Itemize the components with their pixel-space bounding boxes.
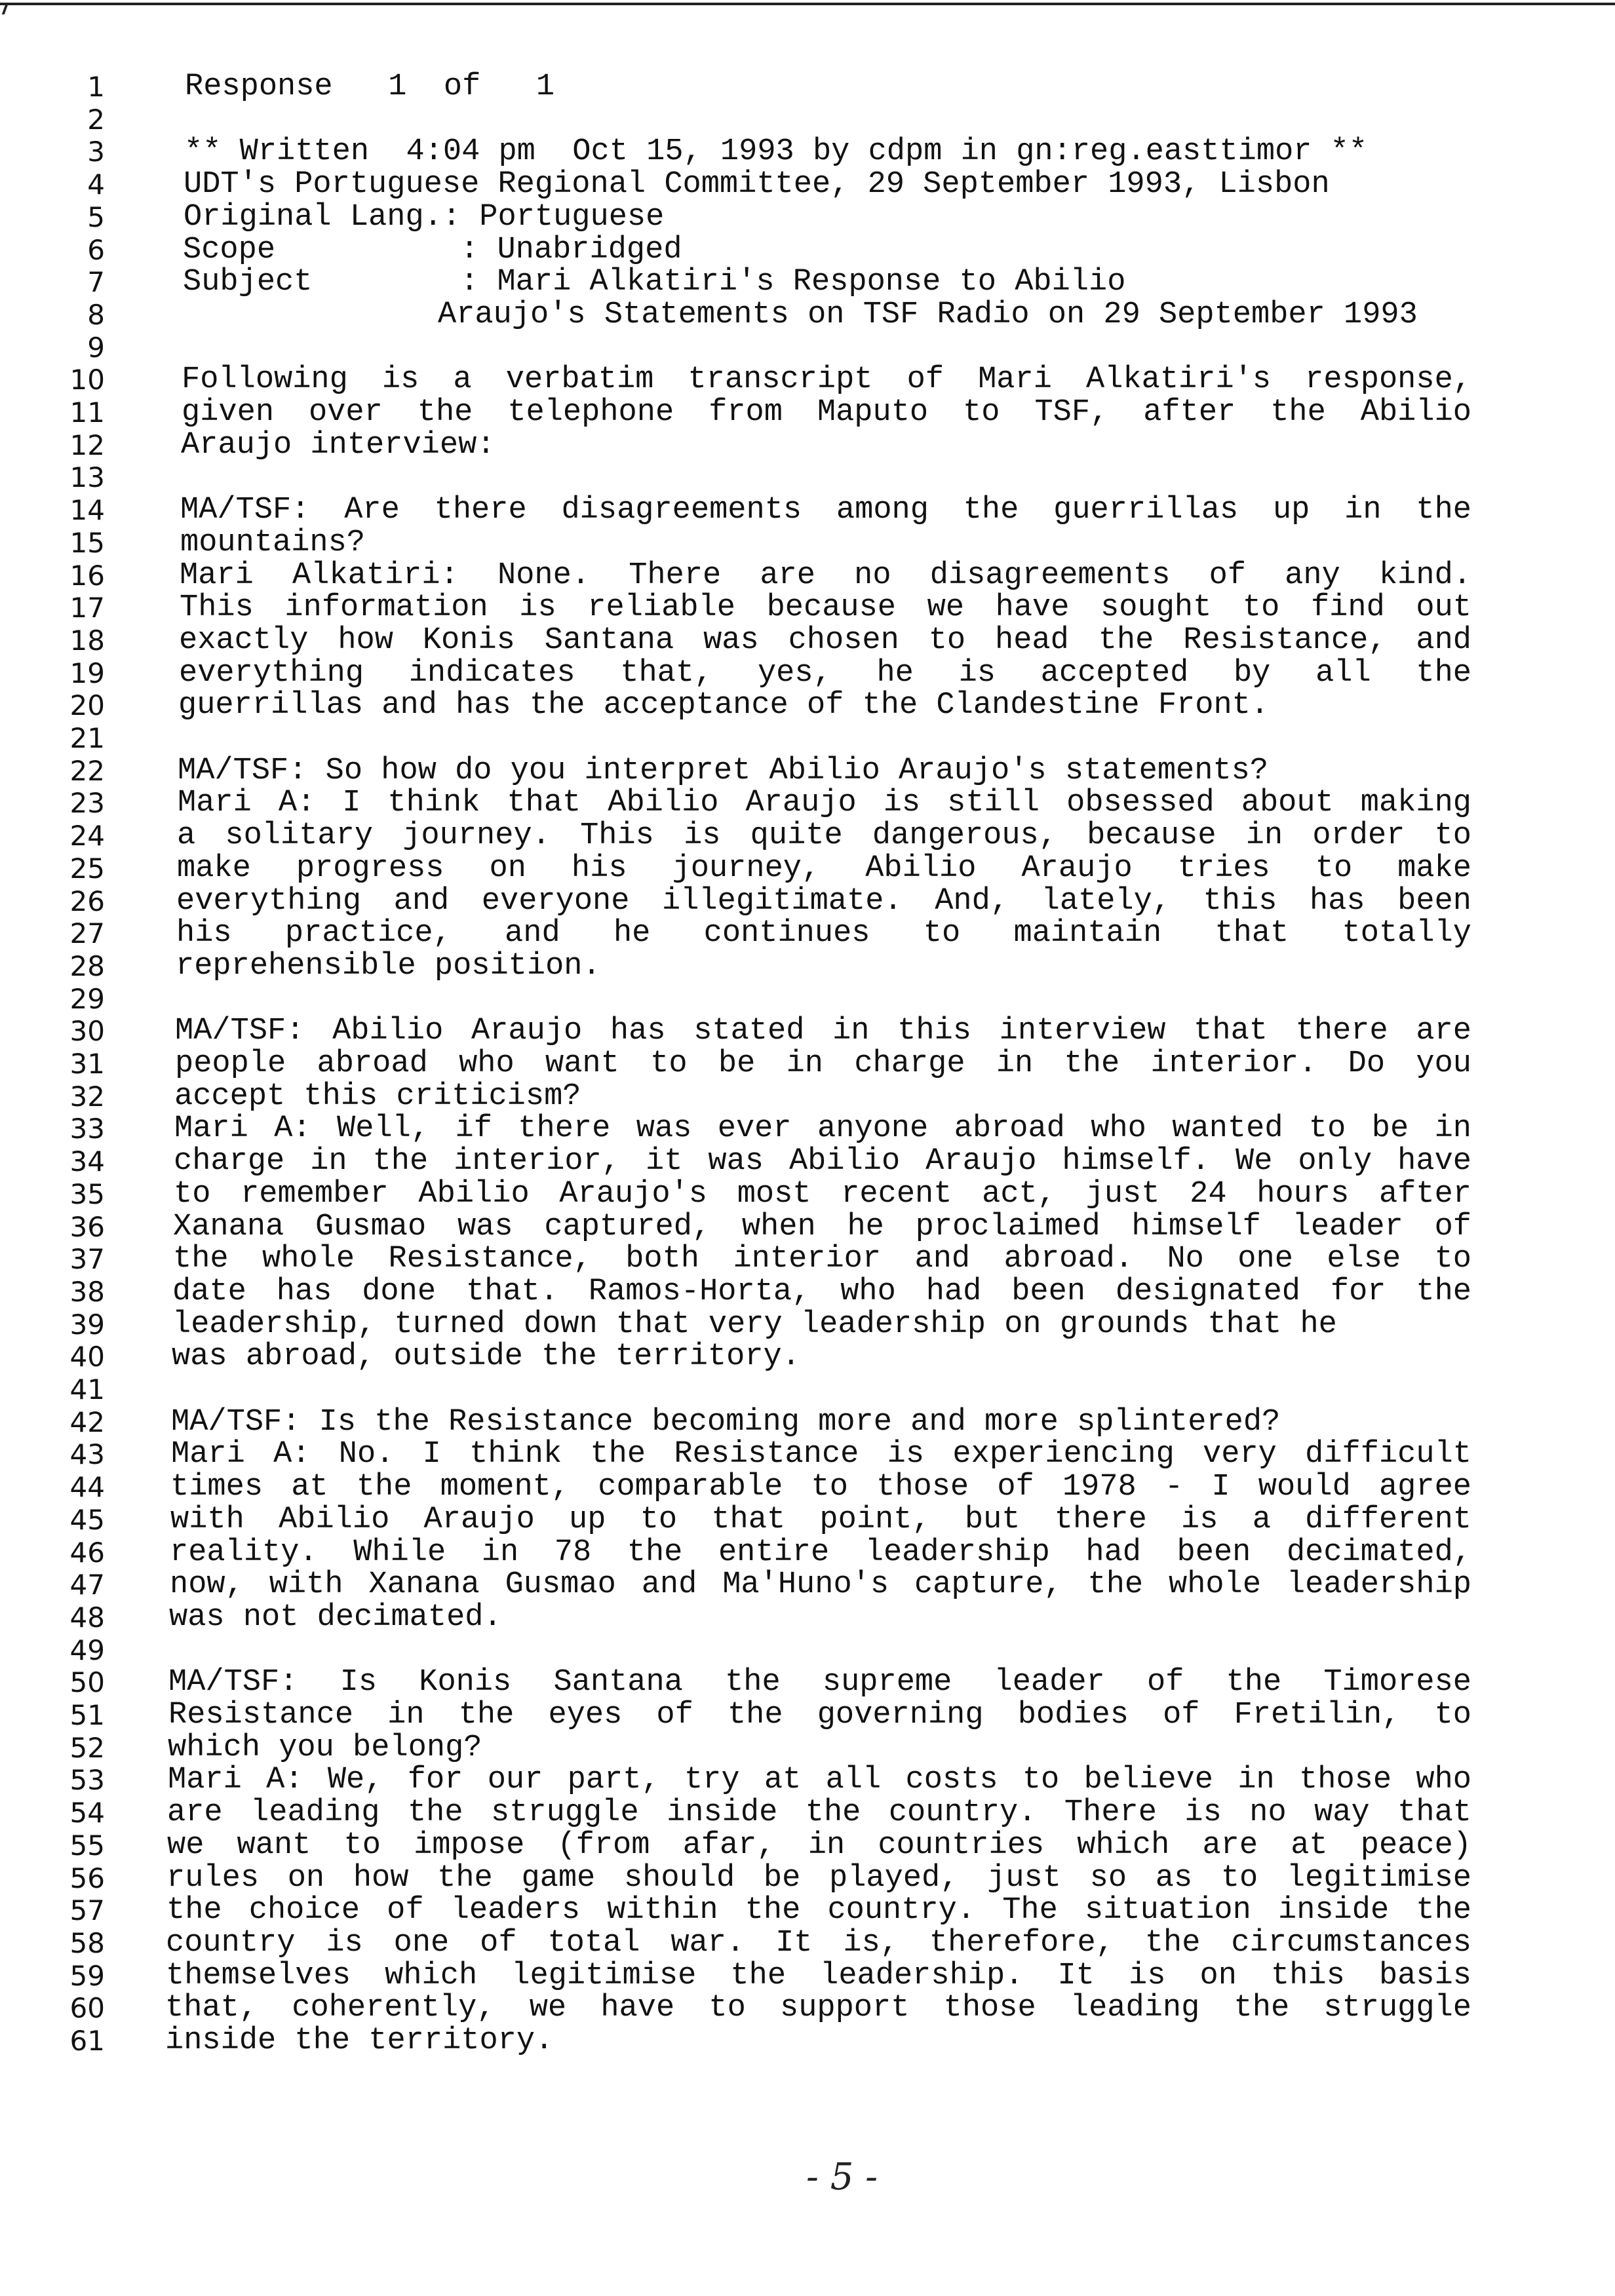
line-number: 44 (69, 1471, 105, 1504)
transcript-line: Scope : Unabridged (183, 232, 682, 267)
line-number: 4 (87, 168, 105, 201)
transcript-line: Response 1 of 1 (185, 69, 555, 104)
line-number: 45 (69, 1503, 105, 1536)
transcript-line: times at the moment, comparable to those of 1978 - I would agree (170, 1470, 1471, 1505)
transcript-line: which you belong? (168, 1730, 482, 1765)
line-number: 50 (69, 1666, 105, 1699)
line-number: 7 (87, 266, 105, 299)
line-number: 27 (69, 917, 105, 950)
transcript-line (178, 722, 1463, 754)
transcript-line (181, 461, 1466, 493)
line-number: 28 (69, 949, 105, 982)
line-number: 54 (69, 1797, 105, 1829)
line-number: 33 (69, 1113, 105, 1145)
line-number: 52 (69, 1731, 105, 1764)
transcript-line: Resistance in the eyes of the governing bodies of Fretilin, to (168, 1698, 1471, 1732)
line-number: 61 (69, 2025, 105, 2057)
transcript-line: was abroad, outside the territory. (172, 1339, 800, 1375)
transcript-line: was not decimated. (169, 1599, 502, 1635)
transcript-line: Mari A: We, for our part, try at all costs to believe in those who (168, 1763, 1471, 1798)
transcript-line: MA/TSF: Is the Resistance becoming more and more splintered? (171, 1404, 1281, 1440)
transcript-line: a solitary journey. This is quite dangerous, because in order to (177, 818, 1471, 854)
transcript-line (172, 1373, 1456, 1406)
transcript-line: everything indicates that, yes, he is accepted by all the (179, 655, 1471, 691)
line-number: 41 (69, 1373, 105, 1406)
transcript-line: rules on how the game should be played, just so as to legitimise (166, 1860, 1471, 1896)
line-number: 8 (87, 298, 105, 331)
transcript-line: MA/TSF: Are there disagreements among the guerrillas up in the (180, 493, 1471, 528)
transcript-line: reality. While in 78 the entire leadership had been decimated, (170, 1535, 1471, 1570)
line-number: 5 (87, 201, 105, 233)
transcript-line: MA/TSF: Abilio Araujo has stated in this interview that there are (175, 1014, 1471, 1049)
transcript-line: date has done that. Ramos-Horta, who had been designated for the (172, 1274, 1471, 1309)
transcript-line: are leading the struggle inside the country. There is no way that (167, 1795, 1471, 1831)
transcript-line: the whole Resistance, both interior and abroad. No one else to (173, 1242, 1471, 1277)
line-number: 49 (69, 1634, 105, 1666)
line-number: 15 (69, 526, 105, 559)
line-number: 6 (87, 233, 105, 266)
transcript-line: given over the telephone from Maputo to TSF, after the Abilio (182, 395, 1471, 430)
line-number: 48 (69, 1601, 105, 1634)
transcript-line: Mari A: I think that Abilio Araujo is still obsessed about making (178, 786, 1471, 821)
line-number: 3 (87, 136, 105, 168)
transcript-line: that, coherently, we have to support those leading the struggle (165, 1991, 1471, 2026)
line-number: 46 (69, 1536, 105, 1569)
line-number: 25 (69, 852, 105, 885)
line-number: 13 (69, 461, 105, 494)
transcript-line (176, 983, 1460, 1015)
line-number: 51 (69, 1699, 105, 1731)
line-number: 21 (69, 722, 105, 754)
line-number: 18 (69, 624, 105, 657)
transcript-line: we want to impose (from afar, in countries which are at peace) (167, 1827, 1471, 1863)
transcript-line (184, 104, 1469, 136)
line-number: 59 (69, 1959, 105, 1992)
line-number: 35 (69, 1177, 105, 1210)
line-number: 60 (69, 1992, 105, 2025)
line-number: 37 (69, 1243, 105, 1276)
line-number: 30 (69, 1015, 105, 1048)
line-number: 31 (69, 1048, 105, 1080)
transcript-line: UDT's Portuguese Regional Committee, 29 September 1993, Lisbon (184, 167, 1330, 202)
page-number: - 5 - (806, 2156, 878, 2198)
transcript-line: make progress on his journey, Abilio Araujo tries to make (177, 851, 1471, 886)
line-number: 38 (69, 1275, 105, 1308)
transcript-line (182, 332, 1467, 364)
transcript-line: the choice of leaders within the country. The situation inside the (166, 1893, 1471, 1928)
transcript-line: guerrillas and has the acceptance of the Clandestine Front. (178, 688, 1270, 723)
transcript-line: Original Lang.: Portuguese (184, 199, 665, 235)
transcript-line: MA/TSF: So how do you interpret Abilio Araujo's statements? (178, 753, 1269, 788)
line-number: 47 (69, 1569, 105, 1601)
line-number: 17 (69, 592, 105, 624)
transcript-line: with Abilio Araujo up to that point, but there is a different (170, 1502, 1471, 1537)
transcript-line: country is one of total war. It is, therefore, the circumstances (166, 1925, 1471, 1961)
line-number: 34 (69, 1145, 105, 1178)
transcript-line: Mari Alkatiri: None. There are no disagreements of any kind. (180, 558, 1471, 593)
line-number: 58 (69, 1926, 105, 1959)
line-number: 10 (69, 364, 105, 396)
transcript-line: Araujo's Statements on TSF Radio on 29 September 1993 (438, 297, 1418, 332)
transcript-line: Mari A: No. I think the Resistance is experiencing very difficult (171, 1437, 1471, 1472)
transcript-line: Araujo interview: (181, 427, 496, 463)
transcript-line: charge in the interior, it was Abilio Araujo himself. We only have (174, 1144, 1471, 1179)
transcript-line: Subject : Mari Alkatiri's Response to Abilio (183, 265, 1126, 300)
line-number: 24 (69, 820, 105, 852)
transcript-line: reprehensible position. (176, 948, 601, 984)
line-number: 2 (87, 103, 105, 136)
line-number: 56 (69, 1862, 105, 1894)
transcript-line: people abroad who want to be in charge in the interior. Do you (175, 1046, 1471, 1081)
line-number: 26 (69, 885, 105, 917)
line-number: 57 (69, 1894, 105, 1927)
transcript-line (169, 1634, 1454, 1666)
transcript-line: ** Written 4:04 pm Oct 15, 1993 by cdpm in gn:reg.easttimor ** (184, 134, 1368, 170)
line-number: 36 (69, 1210, 105, 1243)
line-number: 43 (69, 1438, 105, 1471)
transcript-line: accept this criticism? (174, 1079, 581, 1114)
transcript-line: everything and everyone illegitimate. And, lately, this has been (176, 883, 1471, 919)
transcript-line: This information is reliable because we have sought to find out (180, 590, 1471, 626)
transcript-line: MA/TSF: Is Konis Santana the supreme leader of the Timorese (168, 1665, 1471, 1700)
line-number: 22 (69, 754, 105, 787)
transcript-line: inside the territory. (165, 2023, 554, 2058)
line-number: 32 (69, 1080, 105, 1113)
transcript-line: exactly how Konis Santana was chosen to head the Resistance, and (179, 622, 1471, 658)
top-rule (0, 3, 1615, 5)
line-number: 11 (69, 396, 105, 429)
transcript-line: now, with Xanana Gusmao and Ma'Huno's capture, the whole leadership (170, 1567, 1471, 1603)
transcript-line: his practice, and he continues to maintain that totally (176, 916, 1471, 951)
line-number: 42 (69, 1406, 105, 1438)
transcript-line: Following is a verbatim transcript of Mari Alkatiri's response, (182, 362, 1471, 398)
line-number: 16 (69, 559, 105, 592)
line-number: 53 (69, 1764, 105, 1797)
line-number: 40 (69, 1341, 105, 1373)
transcript-line: to remember Abilio Araujo's most recent act, just 24 hours after (174, 1176, 1471, 1212)
line-number: 19 (69, 657, 105, 689)
line-number: 39 (69, 1308, 105, 1341)
transcript-line: mountains? (180, 525, 366, 560)
transcript-line: themselves which legitimise the leadership. It is on this basis (166, 1958, 1471, 1993)
transcript-line: leadership, turned down that very leadership on grounds that he (172, 1307, 1337, 1342)
line-number: 29 (69, 982, 105, 1015)
transcript-line: Xanana Gusmao was captured, when he proclaimed himself leader of (173, 1209, 1471, 1244)
line-number: 55 (69, 1829, 105, 1862)
line-number: 14 (69, 494, 105, 527)
line-number: 20 (69, 689, 105, 722)
line-number: 1 (87, 71, 105, 103)
line-number: 9 (87, 331, 105, 364)
transcript-line: Mari A: Well, if there was ever anyone abroad who wanted to be in (174, 1111, 1471, 1147)
line-number: 12 (69, 429, 105, 461)
line-number: 23 (69, 787, 105, 820)
